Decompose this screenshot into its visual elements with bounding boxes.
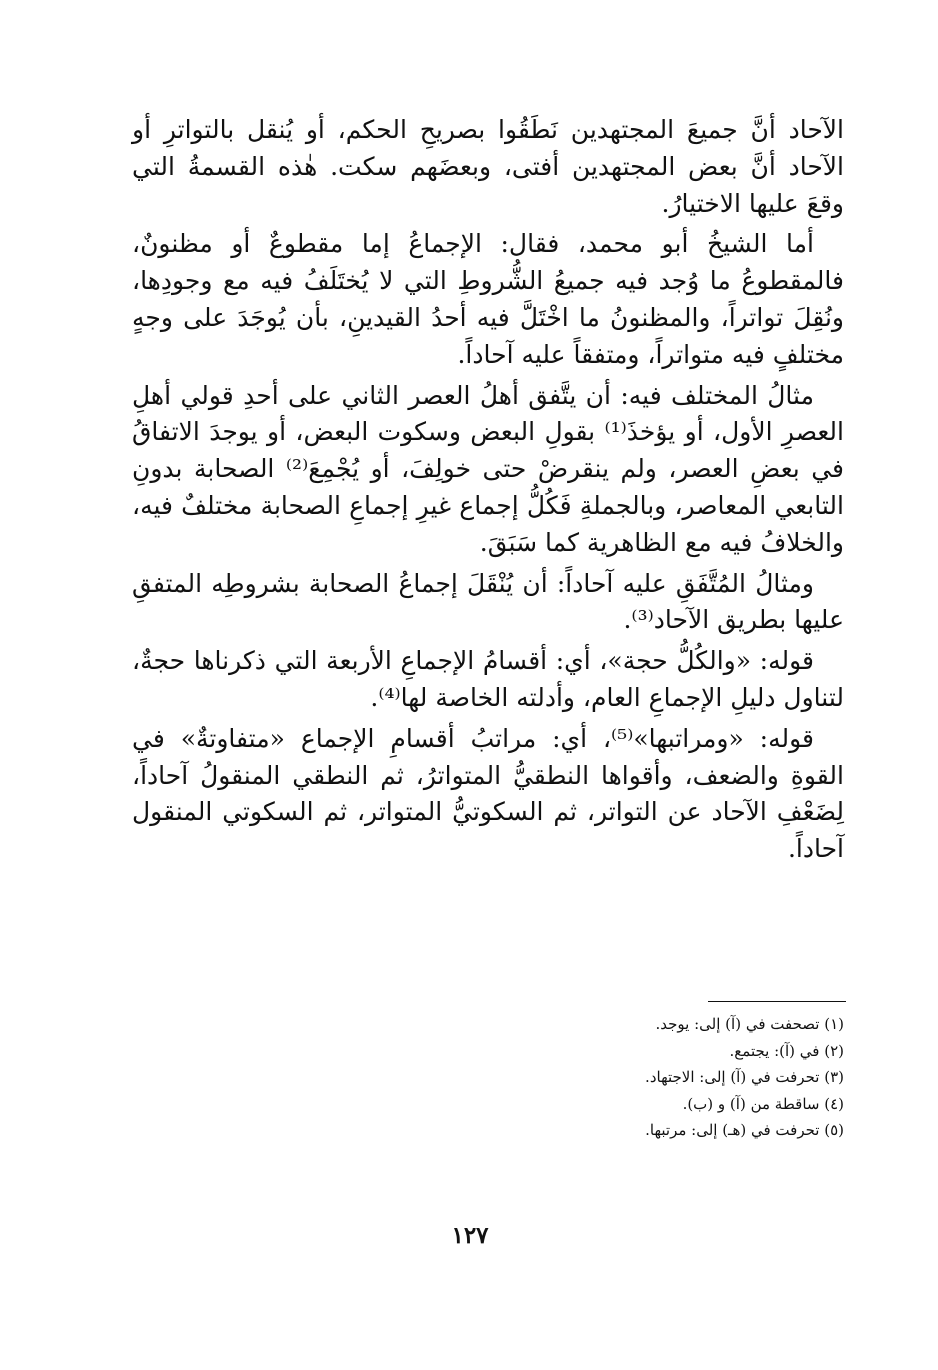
paragraph: ومثالُ المُتَّفَقِ عليه آحاداً: أن يُنْقَلَ إجماعُ الصحابة بشروطِه المتفقِ عليها بطريق الآحاد⁽³⁾. [132,568,844,635]
page-number: ١٢٧ [451,1222,489,1249]
paragraph: مثالُ المختلف فيه: أن يتَّفق أهلُ العصر الثاني على أحدِ قولي أهلِ العصرِ الأول، أو يؤخذَ⁽¹⁾ بقولِ البعض وسكوت البعض، أو يوجدَ الاتفاقُ في بعضِ العصر، ولم ينقرضْ حتى خولِفَ، أو يُجْمِعَ⁽²⁾ الصحابة بدونِ التابعي المعاصر، وبالجملةِ فَكُلُّ إجماع غيرِ إجماعِ الصحابة مختلفٌ فيه، والخلافُ فيه مع الظاهرية كما سَبَقَ. [132,380,845,557]
paragraph: الآحاد أنَّ جميعَ المجتهدين نَطَقُوا بصريحِ الحكم، أو يُنقل بالتواترِ أو الآحاد أنَّ بعض المجتهدين أفتى، وبعضَهم سكت. هٰذه القسمةُ التي وقعَ عليها الاختيارُ. [132,115,844,218]
footnote: (٤) ساقطة من (آ) و (ب). [682,1094,844,1113]
footnote-separator [708,1001,846,1002]
footnote: (١) تصحفت في (آ) إلى: يوجد. [655,1015,844,1033]
footnote: (٣) تحرفت في (آ) إلى: الاجتهاد. [645,1068,844,1086]
body-text [132,112,844,872]
footnote: (٥) تحرفت في (هـ) إلى: مرتبها. [645,1121,844,1139]
paragraph: أما الشيخُ أبو محمد، فقال: الإجماعُ إما مقطوعٌ أو مظنونٌ، فالمقطوعُ ما وُجد فيه جميعُ الشُّروطِ التي لا يُختَلَفُ فيه مع وجودِها، ونُقِلَ تواتراً، والمظنونُ ما اخْتَلَّ فيه أحدُ القيدينِ، بأن يُوجَدَ على وجهٍ مختلفٍ فيه متواتراً، ومتفقاً عليه آحاداً. [132,229,844,369]
paragraph: قوله: «والكُلُّ حجة»، أي: أقسامُ الإجماعِ الأربعة التي ذكرناها حجةٌ، لتناول دليلِ الإجماعِ العام، وأدلته الخاصة لها⁽⁴⁾. [132,646,844,712]
paragraph: قوله: «ومراتبها»⁽⁵⁾، أي: مراتبُ أقسامِ الإجماع «متفاوتةٌ» في القوةِ والضعف، وأقواها النطقيُّ المتواترُ، ثم النطقي المنقولُ آحاداً، لِضَعْفِ الآحاد عن التواتر، ثم السكوتيُّ المتواتر، ثم السكوتي المنقول آحاداً. [132,723,844,864]
footnotes [500,1011,844,1144]
footnote: (٢) في (آ): يجتمع. [729,1041,844,1060]
